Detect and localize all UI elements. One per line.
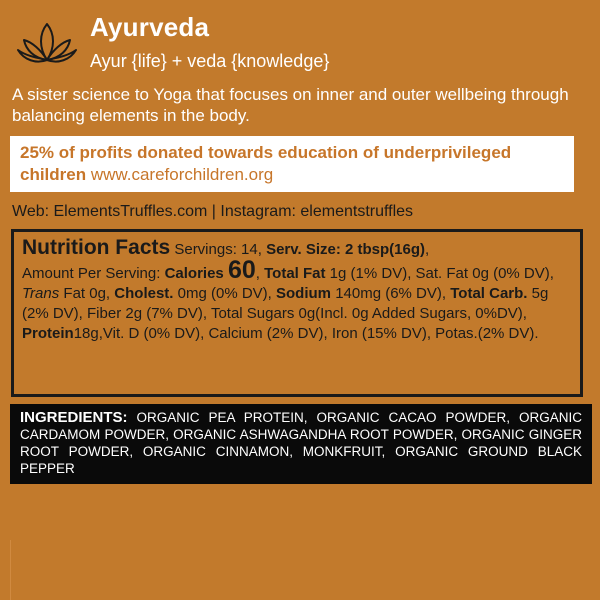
trans-label: Trans bbox=[22, 285, 60, 302]
nutrition-title: Nutrition Facts bbox=[22, 236, 171, 259]
sat-fat: Sat. Fat 0g (0% DV), bbox=[415, 265, 554, 282]
trans-value: Fat 0g, bbox=[63, 285, 111, 302]
sodium-label: Sodium bbox=[276, 285, 332, 302]
profits-banner bbox=[10, 136, 574, 192]
total-carb-label: Total Carb. bbox=[450, 285, 528, 302]
divider bbox=[10, 540, 11, 600]
total-carb-value: 5g (2% DV), Fiber 2g (7% DV), Total Sugars 0g(Incl. 0g Added Sugars, 0%DV), bbox=[22, 285, 549, 322]
subtitle: Ayur {life} + veda {knowledge} bbox=[90, 51, 330, 71]
ingredients-label: INGREDIENTS: bbox=[20, 409, 128, 426]
ingredients-panel bbox=[10, 404, 592, 484]
calories-label: Calories bbox=[164, 265, 224, 282]
protein-label: Protein bbox=[22, 325, 74, 342]
ingredients-text: ORGANIC PEA PROTEIN, ORGANIC CACAO POWDER, ORGANIC CARDAMOM POWDER, ORGANIC ASHWAGANDHA ROOT POWDER, ORGANIC GINGER ROOT POWDER, ORGANIC CINNAMON, MONKFRUIT, ORGANIC GROUND BLACK PEPPER bbox=[20, 410, 582, 476]
profits-statement: 25% of profits donated towards education of underprivileged children bbox=[20, 143, 512, 184]
profits-link[interactable]: www.careforchildren.org bbox=[90, 165, 274, 184]
cholesterol-label: Cholest. bbox=[114, 285, 174, 302]
total-fat-label: Total Fat bbox=[264, 265, 326, 282]
serving-size: Serv. Size: 2 tbsp(16g) bbox=[266, 241, 426, 258]
servings-label: Servings: bbox=[174, 241, 237, 258]
cholesterol-value: 0mg (0% DV), bbox=[177, 285, 272, 302]
protein-value: 18g,Vit. D (0% DV), Calcium (2% DV), Iron (15% DV), Potas.(2% DV). bbox=[73, 325, 539, 342]
lotus-icon bbox=[16, 20, 78, 72]
nutrition-facts-panel: Nutrition Facts Servings: 14, Serv. Size: 2 tbsp(16g), Amount Per Serving: Calories 60, Total Fat 1g (1% DV), Sat. Fat 0g (0% DV), Trans Fat 0g, Cholest. 0mg (0% DV), Sodium 140mg (6% DV), Total Carb. 5g (2% DV), Fiber 2g (7% DV), Total Sugars 0g(Incl. 0g Added Sugars, 0%DV), Protein18g,Vit. D (0% DV), Calcium (2% DV), Iron (15% DV), Potas.(2% DV). bbox=[11, 229, 583, 397]
amount-label: Amount Per Serving: bbox=[22, 265, 161, 282]
header bbox=[16, 14, 586, 80]
total-fat-value: 1g (1% DV), bbox=[329, 265, 412, 282]
page-title: Ayurveda bbox=[90, 12, 210, 42]
web-instagram-line: Web: ElementsTruffles.com | Instagram: elementstruffles bbox=[12, 203, 414, 220]
sodium-value: 140mg (6% DV), bbox=[335, 285, 447, 302]
servings-value: 14 bbox=[241, 241, 258, 258]
calories-value: 60 bbox=[227, 256, 256, 284]
description: A sister science to Yoga that focuses on inner and outer wellbeing through balancing elements in the body. bbox=[12, 85, 569, 125]
